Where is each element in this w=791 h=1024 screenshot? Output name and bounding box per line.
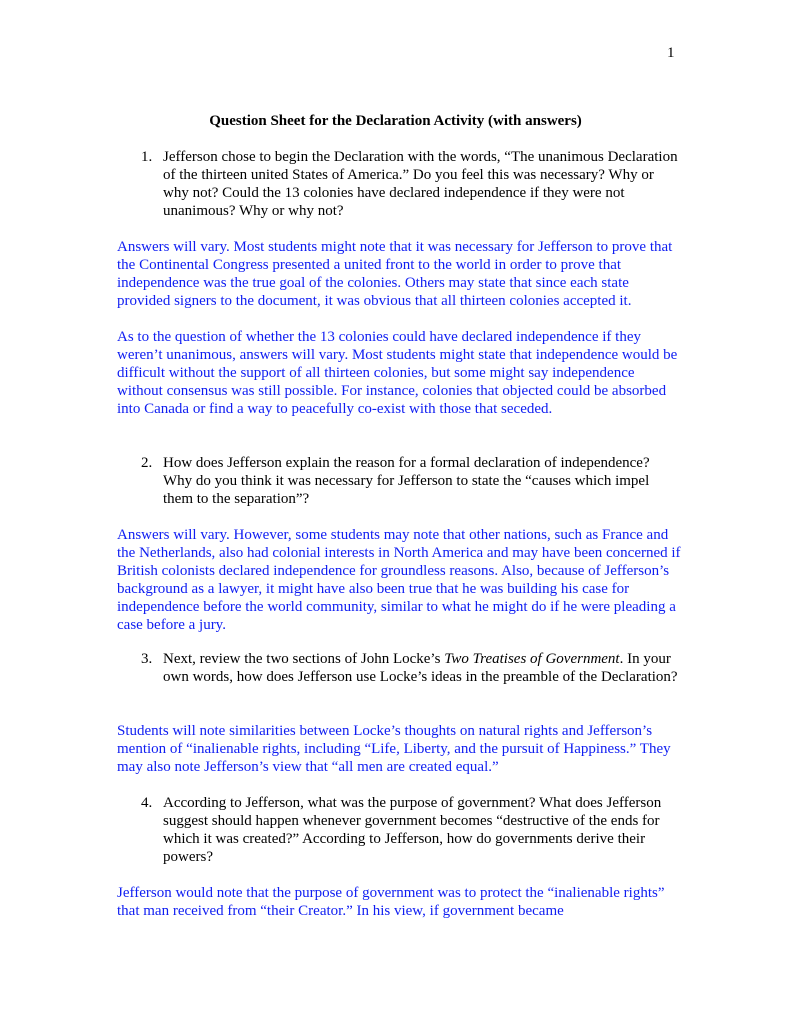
question-2 [141,454,681,508]
question-4 [141,794,681,866]
question-2-text: How does Jefferson explain the reason for a formal declaration of independence? Why do you think it was necessary for Jefferson to state the “causes which impel them to the separation”? [163,455,650,507]
answer-4: Jefferson would note that the purpose of government was to protect the “inalienable rights” that man received from “their Creator.” In his view, if government became [117,885,665,919]
page-title: Question Sheet for the Declaration Activity (with answers) [209,113,582,129]
question-3-text-before: Next, review the two sections of John Locke’s [163,651,445,667]
answer-2: Answers will vary. However, some students may note that other nations, such as France and the Netherlands, also had colonial interests in North America and may have been concerned if British colonists declared independence for groundless reasons. Also, because of Jefferson’s background as a lawyer, it might have also been true that he was building his case for independence before the world community, similar to what he might do if he were pleading a case before a jury. [117,527,681,633]
question-1-text: Jefferson chose to begin the Declaration with the words, “The unanimous Declaration of the thirteen united States of America.” Do you feel this was necessary? Why or why not? Could the 13 colonies have declared independence if they were not unanimous? Why or why not? [163,149,678,219]
question-3-number: 3. [141,651,153,667]
answer-1-paragraph-2: As to the question of whether the 13 colonies could have declared independence if they weren’t unanimous, answers will vary. Most students might state that independence would be difficult without the support of all thirteen colonies, but some might say independence without consensus was still possible. For instance, colonies that objected could be absorbed into Canada or find a way to peacefully co-exist with those that seceded. [117,329,678,417]
question-3 [141,650,681,686]
question-2-number: 2. [141,455,153,471]
question-3-text-after: . In your own words, how does Jefferson use Locke’s ideas in the preamble of the Declaration? [163,651,678,685]
answer-1-paragraph-1: Answers will vary. Most students might note that it was necessary for Jefferson to prove that the Continental Congress presented a united front to the world in order to prove that independence was the true goal of the colonies. Others may state that since each state provided signers to the document, it was obvious that all thirteen colonies accepted it. [117,239,673,309]
question-1-number: 1. [141,149,153,165]
question-3-text [163,650,681,686]
question-4-text: According to Jefferson, what was the purpose of government? What does Jefferson suggest should happen whenever government becomes “destructive of the ends for which it was created?” According to Jefferson, how do governments derive their powers? [163,795,662,865]
page-number: 1 [667,45,675,61]
question-4-number: 4. [141,795,153,811]
question-1 [141,148,681,220]
answer-3: Students will note similarities between Locke’s thoughts on natural rights and Jefferson’s mention of “inalienable rights, including “Life, Liberty, and the pursuit of Happiness.” They may also note Jefferson’s view that “all men are created equal.” [117,723,671,775]
book-title: Two Treatises of Government [444,651,620,667]
